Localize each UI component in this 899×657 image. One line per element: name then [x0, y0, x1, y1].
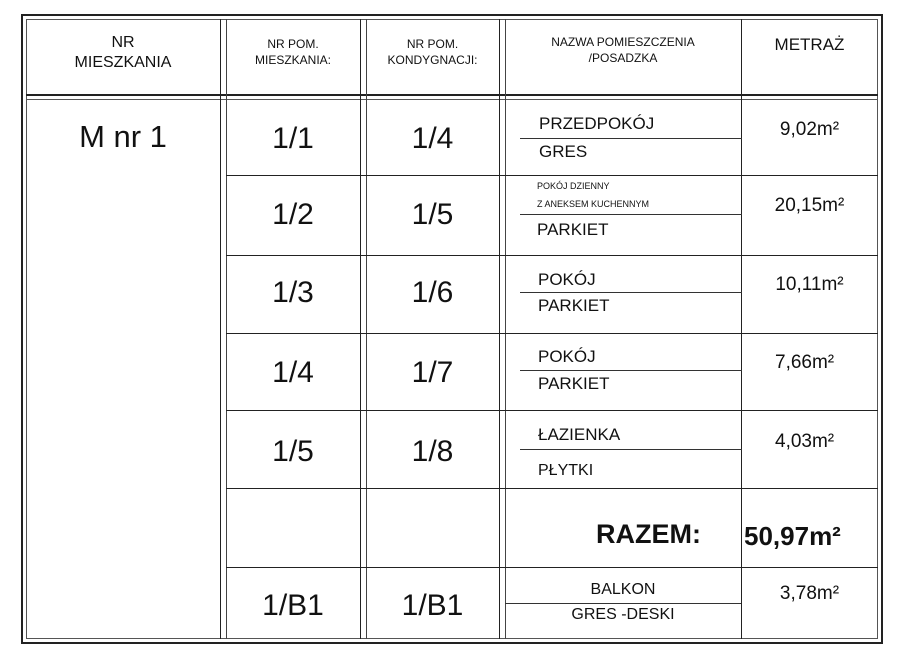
balcony-room-name: BALKON — [590, 581, 656, 598]
row3-storey-room: 1/6 — [411, 276, 454, 309]
balcony-area: 3,78m² — [779, 583, 840, 604]
header-room-no-apartment-line2: MIESZKANIA: — [254, 52, 331, 67]
row-sep-2 — [226, 255, 878, 256]
header-room-no-apartment — [226, 37, 360, 68]
header-room-no-storey — [366, 37, 499, 68]
row3-apt-room: 1/3 — [272, 276, 314, 309]
row3-area: 10,11m² — [775, 274, 844, 295]
header-room-no-apartment-line1: NR POM. — [267, 37, 319, 51]
balcony-storey-room: 1/B1 — [401, 589, 464, 622]
header-apartment-no-line1: NR — [111, 34, 135, 51]
header-divider-2 — [26, 99, 878, 100]
col-divider-2b — [366, 19, 367, 639]
row2-storey-room: 1/5 — [411, 198, 454, 231]
row-sep-6 — [226, 567, 878, 568]
header-divider — [26, 94, 878, 96]
row3-floor: PARKIET — [538, 296, 610, 315]
row2-area: 20,15m² — [774, 195, 845, 216]
row5-apt-room: 1/5 — [272, 435, 314, 468]
row1-area: 9,02m² — [779, 119, 840, 140]
total-label: RAZEM: — [596, 519, 701, 549]
row2-room-name-line1: POKÓJ DZIENNY — [537, 181, 610, 191]
name-underline-balcony — [505, 603, 741, 604]
row-sep-1 — [226, 175, 878, 176]
row-sep-5 — [226, 488, 878, 489]
header-room-name-line1: NAZWA POMIESZCZENIA — [551, 35, 695, 49]
row2-room-name-line2: Z ANEKSEM KUCHENNYM — [537, 199, 650, 209]
row2-apt-room: 1/2 — [272, 198, 314, 231]
name-underline-3 — [520, 292, 742, 293]
row1-apt-room: 1/1 — [272, 122, 314, 155]
row5-area: 4,03m² — [775, 431, 835, 452]
total-area: 50,97m² — [744, 521, 841, 551]
row3-room-name: POKÓJ — [538, 270, 596, 289]
header-apartment-no — [26, 33, 220, 73]
apartment-label: M nr 1 — [79, 119, 167, 154]
name-underline-2 — [520, 214, 742, 215]
balcony-floor: GRES -DESKI — [571, 606, 675, 623]
row4-room-name: POKÓJ — [538, 347, 596, 366]
row4-area: 7,66m² — [775, 352, 835, 373]
row5-room-name: ŁAZIENKA — [538, 425, 621, 444]
row1-storey-room: 1/4 — [411, 122, 454, 155]
row4-floor: PARKIET — [538, 374, 610, 393]
header-room-no-storey-line1: NR POM. — [406, 37, 459, 51]
row-sep-3 — [226, 333, 878, 334]
row5-storey-room: 1/8 — [411, 435, 454, 468]
header-room-name-line2: /POSADZKA — [588, 50, 658, 65]
balcony-apt-room: 1/B1 — [262, 589, 324, 622]
row1-floor: GRES — [539, 142, 588, 161]
name-underline-4 — [520, 370, 742, 371]
col-divider-1b — [226, 19, 227, 639]
header-area: METRAŻ — [774, 35, 845, 54]
col-divider-2 — [360, 19, 361, 639]
row2-floor: PARKIET — [537, 220, 609, 239]
col-divider-3 — [499, 19, 500, 639]
col-divider-1 — [220, 19, 221, 639]
col-divider-4 — [741, 19, 742, 639]
name-underline-5 — [520, 449, 742, 450]
row4-apt-room: 1/4 — [272, 356, 314, 389]
header-room-name-floor — [505, 35, 741, 66]
header-apartment-no-line2: MIESZKANIA — [74, 54, 172, 71]
col-divider-3b — [505, 19, 506, 639]
row5-floor: PŁYTKI — [538, 462, 594, 479]
row-sep-4 — [226, 410, 878, 411]
row1-room-name: PRZEDPOKÓJ — [539, 114, 655, 133]
row4-storey-room: 1/7 — [411, 356, 454, 389]
header-room-no-storey-line2: KONDYGNACJI: — [387, 52, 478, 67]
name-underline-1 — [520, 138, 742, 139]
